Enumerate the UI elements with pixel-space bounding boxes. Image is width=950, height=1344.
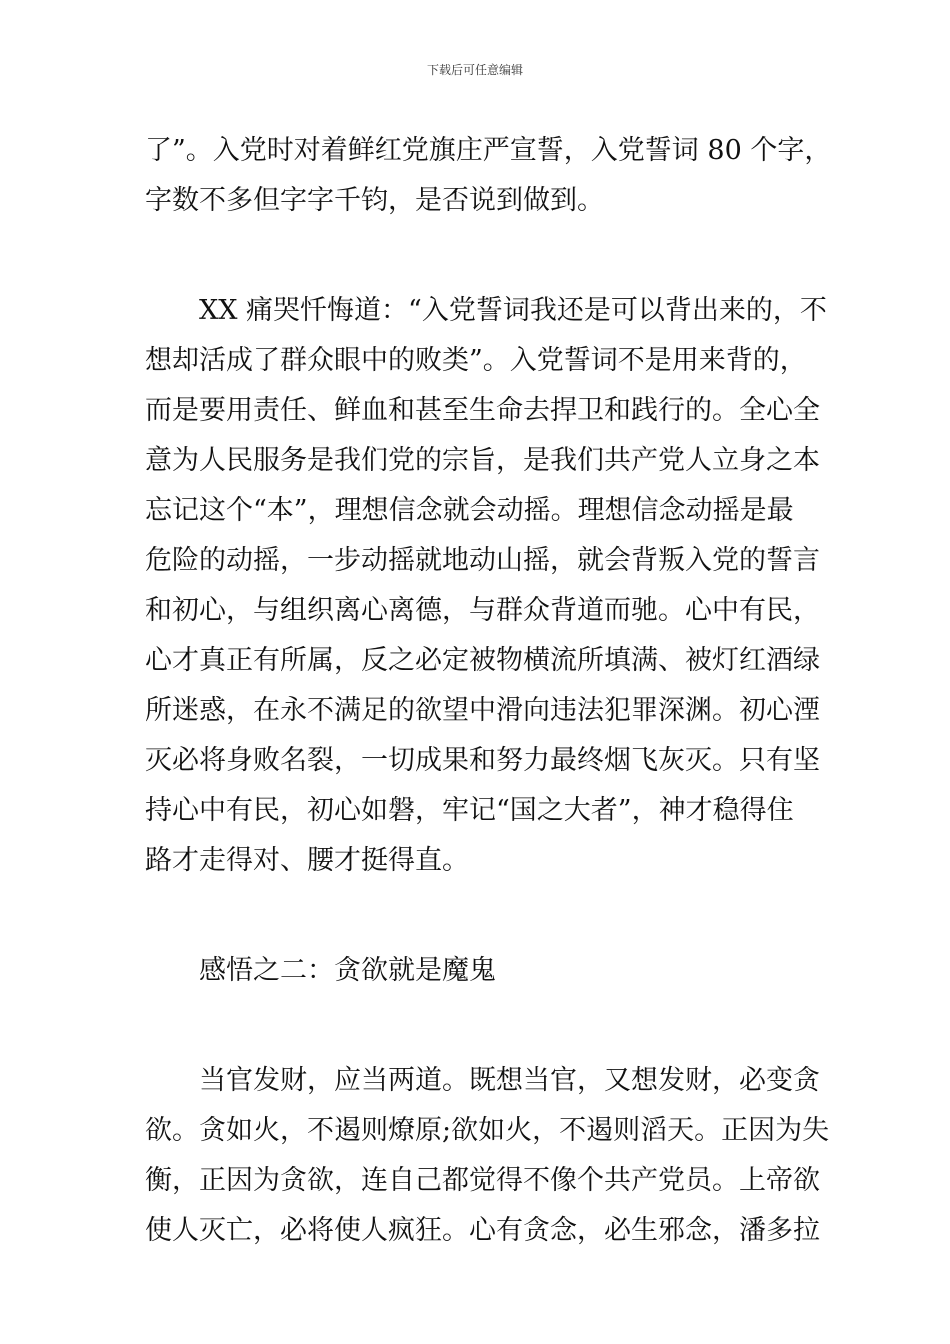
page-header: 下载后可任意编辑 [426,63,523,77]
paragraph-3 [145,1056,830,1256]
text-line: 路才走得对、腰才挺得直。 [145,845,469,876]
text-line: 忘记这个“本”，理想信念就会动摇。理想信念动摇是最 [145,495,794,526]
text-line: 危险的动摇，一步动摇就地动山摇，就会背叛入党的誓言 [145,545,820,576]
text-line: 想却活成了群众眼中的败类”。入党誓词不是用来背的， [145,345,807,376]
text-line: 灭必将身败名裂，一切成果和努力最终烟飞灰灭。只有坚 [145,745,820,776]
text-line: 而是要用责任、鲜血和甚至生命去捍卫和践行的。全心全 [145,395,820,426]
text-line: 欲。贪如火，不遏则燎原;欲如火，不遏则滔天。正因为失 [145,1115,830,1146]
text-line: 持心中有民，初心如磐，牢记“国之大者”，神才稳得住 [145,795,794,826]
paragraph-spacer [145,226,809,286]
paragraph-2 [145,286,827,886]
text-line: 所迷惑，在永不满足的欲望中滑向违法犯罪深渊。初心湮 [145,695,820,726]
paragraph-spacer [145,886,809,946]
paragraph-spacer [145,996,809,1056]
text-line: 字数不多但字字千钧，是否说到做到。 [145,185,604,216]
text-line: 衡，正因为贪欲，连自己都觉得不像个共产党员。上帝欲 [145,1165,820,1196]
text-line: 心才真正有所属，反之必定被物横流所填满、被灯红酒绿 [145,645,820,676]
section-heading-text: 感悟之二：贪欲就是魔鬼 [199,955,496,986]
text-line: XX 痛哭忏悔道：“入党誓词我还是可以背出来的，不 [199,295,827,326]
paragraph-1 [145,126,832,226]
text-line: 使人灭亡，必将使人疯狂。心有贪念，必生邪念，潘多拉 [145,1215,820,1246]
text-line: 当官发财，应当两道。既想当官，又想发财，必变贪 [199,1065,820,1096]
section-heading [145,946,809,996]
document-body [145,126,832,1256]
text-line: 意为人民服务是我们党的宗旨，是我们共产党人立身之本 [145,445,820,476]
text-line: 和初心，与组织离心离德，与群众背道而驰。心中有民， [145,595,820,626]
text-line: 了”。入党时对着鲜红党旗庄严宣誓，入党誓词 80 个字， [145,135,832,166]
